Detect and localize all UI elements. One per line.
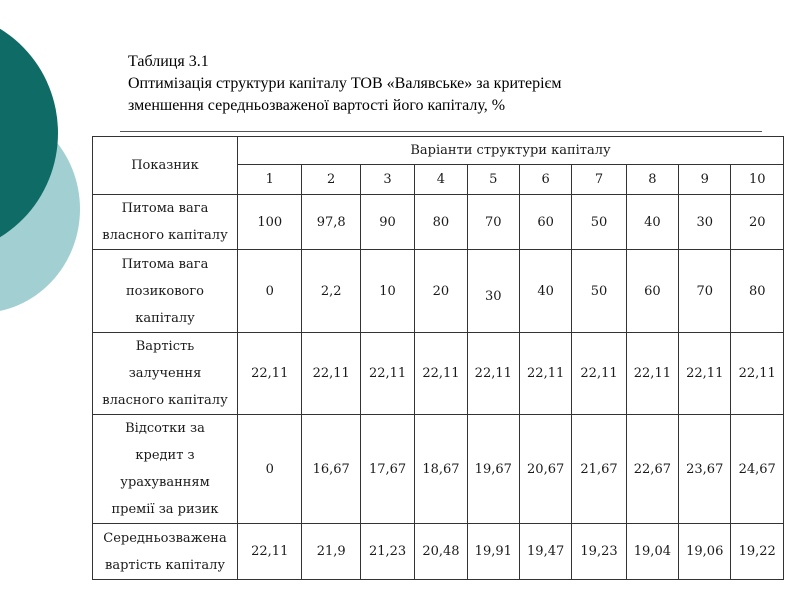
- row-label-line: Середньозважена: [103, 530, 227, 546]
- value-cell: 60: [626, 250, 678, 333]
- row-label-line: премії за ризик: [111, 502, 219, 517]
- value-cell: 22,11: [731, 333, 784, 415]
- value-cell: 22,11: [519, 333, 571, 415]
- value-cell: 22,11: [415, 333, 467, 415]
- value-cell: 50: [572, 195, 626, 250]
- value-cell: 19,22: [731, 524, 784, 580]
- row-label-line: вартість капіталу: [105, 557, 225, 573]
- row-label: [93, 524, 238, 580]
- variant-number-7: 7: [572, 165, 626, 195]
- value-cell: 30: [679, 195, 731, 250]
- variant-number-3: 3: [360, 165, 414, 195]
- value-cell: 22,11: [238, 524, 302, 580]
- row-label-line: власного капіталу: [102, 393, 228, 408]
- value-cell: 24,67: [731, 415, 784, 524]
- title-divider: [120, 131, 762, 132]
- variant-number-2: 2: [302, 165, 360, 195]
- row-label-line: Питома вага: [121, 201, 209, 216]
- slide-title: [128, 51, 748, 117]
- header-row-1: [93, 137, 784, 165]
- row-label: [93, 250, 238, 333]
- value-cell: 18,67: [415, 415, 467, 524]
- value-cell: 22,11: [467, 333, 519, 415]
- row-label-line: Питома вага: [121, 256, 209, 272]
- row-label-line: залучення: [128, 366, 202, 381]
- value-cell: 40: [519, 250, 571, 333]
- value-cell: 19,47: [519, 524, 571, 580]
- value-cell: 22,11: [238, 333, 302, 415]
- value-cell: 19,23: [572, 524, 626, 580]
- wacc-row: [93, 524, 784, 580]
- value-cell: 90: [360, 195, 414, 250]
- header-variants: Варіанти структури капіталу: [238, 137, 784, 165]
- row-label-line: капіталу: [135, 310, 195, 326]
- row-label-line: Відсотки за: [125, 421, 205, 436]
- variant-number-5: 5: [467, 165, 519, 195]
- value-cell: 97,8: [302, 195, 360, 250]
- own-capital-share-row: [93, 195, 784, 250]
- variant-number-9: 9: [679, 165, 731, 195]
- debt-capital-share-row: [93, 250, 784, 333]
- value-cell: 22,11: [679, 333, 731, 415]
- value-cell: 20: [415, 250, 467, 333]
- value-cell: 22,11: [626, 333, 678, 415]
- row-label-line: кредит з: [135, 448, 195, 463]
- value-cell: 22,11: [572, 333, 626, 415]
- value-cell: 0: [238, 415, 302, 524]
- row-label-line: власного капіталу: [102, 228, 228, 243]
- value-cell: 0: [238, 250, 302, 333]
- capital-structure-table: [92, 136, 784, 580]
- row-label-line: позикового: [126, 283, 204, 299]
- variant-number-1: 1: [238, 165, 302, 195]
- table-number: Таблиця 3.1: [128, 53, 209, 70]
- equity-cost-row: [93, 333, 784, 415]
- table-caption-line-1: Оптимізація структури капіталу ТОВ «Валявське» за критерієм: [128, 75, 562, 92]
- value-cell: 22,11: [302, 333, 360, 415]
- value-cell: 19,91: [467, 524, 519, 580]
- value-cell: 2,2: [302, 250, 360, 333]
- value-cell: 100: [238, 195, 302, 250]
- value-cell: 70: [679, 250, 731, 333]
- value-cell: 22,11: [360, 333, 414, 415]
- variant-number-6: 6: [519, 165, 571, 195]
- row-label-line: Вартість: [135, 339, 195, 354]
- variant-number-8: 8: [626, 165, 678, 195]
- value-cell: 20: [731, 195, 784, 250]
- value-cell: 60: [519, 195, 571, 250]
- value-cell: 16,67: [302, 415, 360, 524]
- row-label: [93, 415, 238, 524]
- value-cell: 50: [572, 250, 626, 333]
- value-cell: 20,48: [415, 524, 467, 580]
- variant-number-10: 10: [731, 165, 784, 195]
- value-cell: 21,23: [360, 524, 414, 580]
- value-cell: 23,67: [679, 415, 731, 524]
- value-cell: 21,67: [572, 415, 626, 524]
- table-caption-line-2: зменшення середньозваженої вартості його капіталу, %: [128, 97, 506, 114]
- value-cell: 10: [360, 250, 414, 333]
- variant-number-4: 4: [415, 165, 467, 195]
- loan-interest-row: [93, 415, 784, 524]
- value-cell: 30: [467, 250, 519, 333]
- value-cell: 80: [415, 195, 467, 250]
- row-label: [93, 195, 238, 250]
- value-cell: 80: [731, 250, 784, 333]
- value-cell: 70: [467, 195, 519, 250]
- value-cell: 19,04: [626, 524, 678, 580]
- value-cell: 21,9: [302, 524, 360, 580]
- value-cell: 40: [626, 195, 678, 250]
- row-label: [93, 333, 238, 415]
- header-indicator: Показник: [93, 137, 238, 195]
- value-cell: 19,67: [467, 415, 519, 524]
- value-cell: 22,67: [626, 415, 678, 524]
- row-label-line: урахуванням: [120, 475, 210, 490]
- value-cell: 17,67: [360, 415, 414, 524]
- value-cell: 19,06: [679, 524, 731, 580]
- value-cell: 20,67: [519, 415, 571, 524]
